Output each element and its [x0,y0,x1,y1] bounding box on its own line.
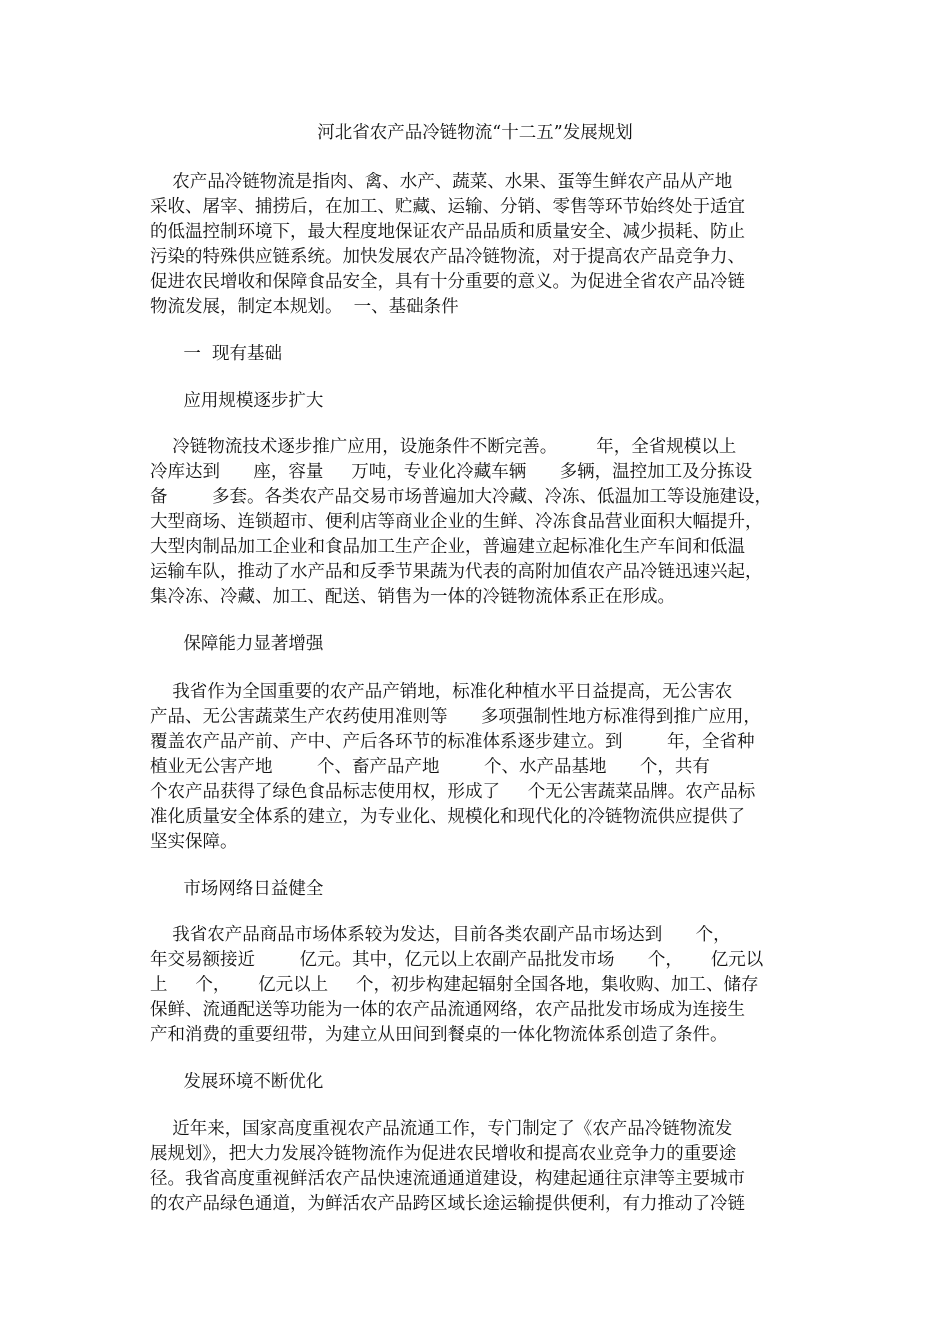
body-line: 运输车队，推动了水产品和反季节果蔬为代表的高附加值农产品冷链迅速兴起， [150,562,763,582]
body-line: 年交易额接近 亿元。其中，亿元以上农副产品批发市场 个， 亿元以 [150,950,764,970]
body-line: 径。我省高度重视鲜活农产品快速流通通道建设，构建起通往京津等主要城市 [150,1169,745,1189]
body-line: 覆盖农产品产前、产中、产后各环节的标准体系逐步建立。到 年，全省种 [150,732,755,752]
body-line: 坚实保障。 [150,832,238,852]
subsection-heading: 应用规模逐步扩大 [150,391,324,411]
body-line: 近年来，国家高度重视农产品流通工作，专门制定了《农产品冷链物流发 [150,1119,733,1139]
body-line: 我省作为全国重要的农产品产销地，标准化种植水平日益提高，无公害农 [150,682,733,702]
body-line: 大型肉制品加工企业和食品加工生产企业，普遍建立起标准化生产车间和低温 [150,537,745,557]
body-line: 我省农产品商品市场体系较为发达，目前各类农副产品市场达到 个， [150,925,731,945]
body-line: 植业无公害产地 个、畜产品产地 个、水产品基地 个，共有 [150,757,710,777]
body-line: 大型商场、连锁超市、便利店等商业企业的生鲜、冷冻食品营业面积大幅提升， [150,512,763,532]
intro-line: 农产品冷链物流是指肉、禽、水产、蔬菜、水果、蛋等生鲜农产品从产地 [150,172,733,192]
intro-line: 采收、屠宰、捕捞后，在加工、贮藏、运输、分销、零售等环节始终处于适宜 [150,197,745,217]
body-line: 的农产品绿色通道，为鲜活农产品跨区域长途运输提供便利，有力推动了冷链 [150,1194,745,1214]
body-line: 展规划》，把大力发展冷链物流作为促进农民增收和提高农业竞争力的重要途 [150,1144,737,1164]
intro-line: 污染的特殊供应链系统。加快发展农产品冷链物流，对于提高农产品竞争力、 [150,247,745,267]
subsection-heading: 保障能力显著增强 [150,634,324,654]
intro-line: 促进农民增收和保障食品安全，具有十分重要的意义。为促进全省农产品冷链 [150,272,745,292]
intro-line: 物流发展，制定本规划。 一、基础条件 [150,297,459,317]
body-line: 保鲜、流通配送等功能为一体的农产品流通网络，农产品批发市场成为连接生 [150,1000,745,1020]
subsection-heading: 发展环境不断优化 [150,1072,324,1092]
body-line: 冷链物流技术逐步推广应用，设施条件不断完善。 年，全省规模以上 [150,437,737,457]
subsection-heading: 市场网络日益健全 [150,879,324,899]
body-line: 上 个， 亿元以上 个，初步构建起辐射全国各地，集收购、加工、储存 [150,975,759,995]
body-line: 准化质量安全体系的建立，为专业化、规模化和现代化的冷链物流供应提供了 [150,807,745,827]
body-line: 备 多套。各类农产品交易市场普遍加大冷藏、冷冻、低温加工等设施建设， [150,487,772,507]
body-line: 集冷冻、冷藏、加工、配送、销售为一体的冷链物流体系正在形成。 [150,587,675,607]
body-line: 产和消费的重要纽带，为建立从田间到餐桌的一体化物流体系创造了条件。 [150,1025,728,1045]
intro-line: 的低温控制环境下，最大程度地保证农产品品质和质量安全、减少损耗、防止 [150,222,745,242]
body-line: 个农产品获得了绿色食品标志使用权，形成了 个无公害蔬菜品牌。农产品标 [150,782,756,802]
document-title: 河北省农产品冷链物流“十二五”发展规划 [317,123,633,143]
body-line: 冷库达到 座，容量 万吨，专业化冷藏车辆 多辆，温控加工及分拣设 [150,462,753,482]
section-heading: 一 现有基础 [150,344,283,364]
body-line: 产品、无公害蔬菜生产农药使用准则等 多项强制性地方标准得到推广应用， [150,707,761,727]
